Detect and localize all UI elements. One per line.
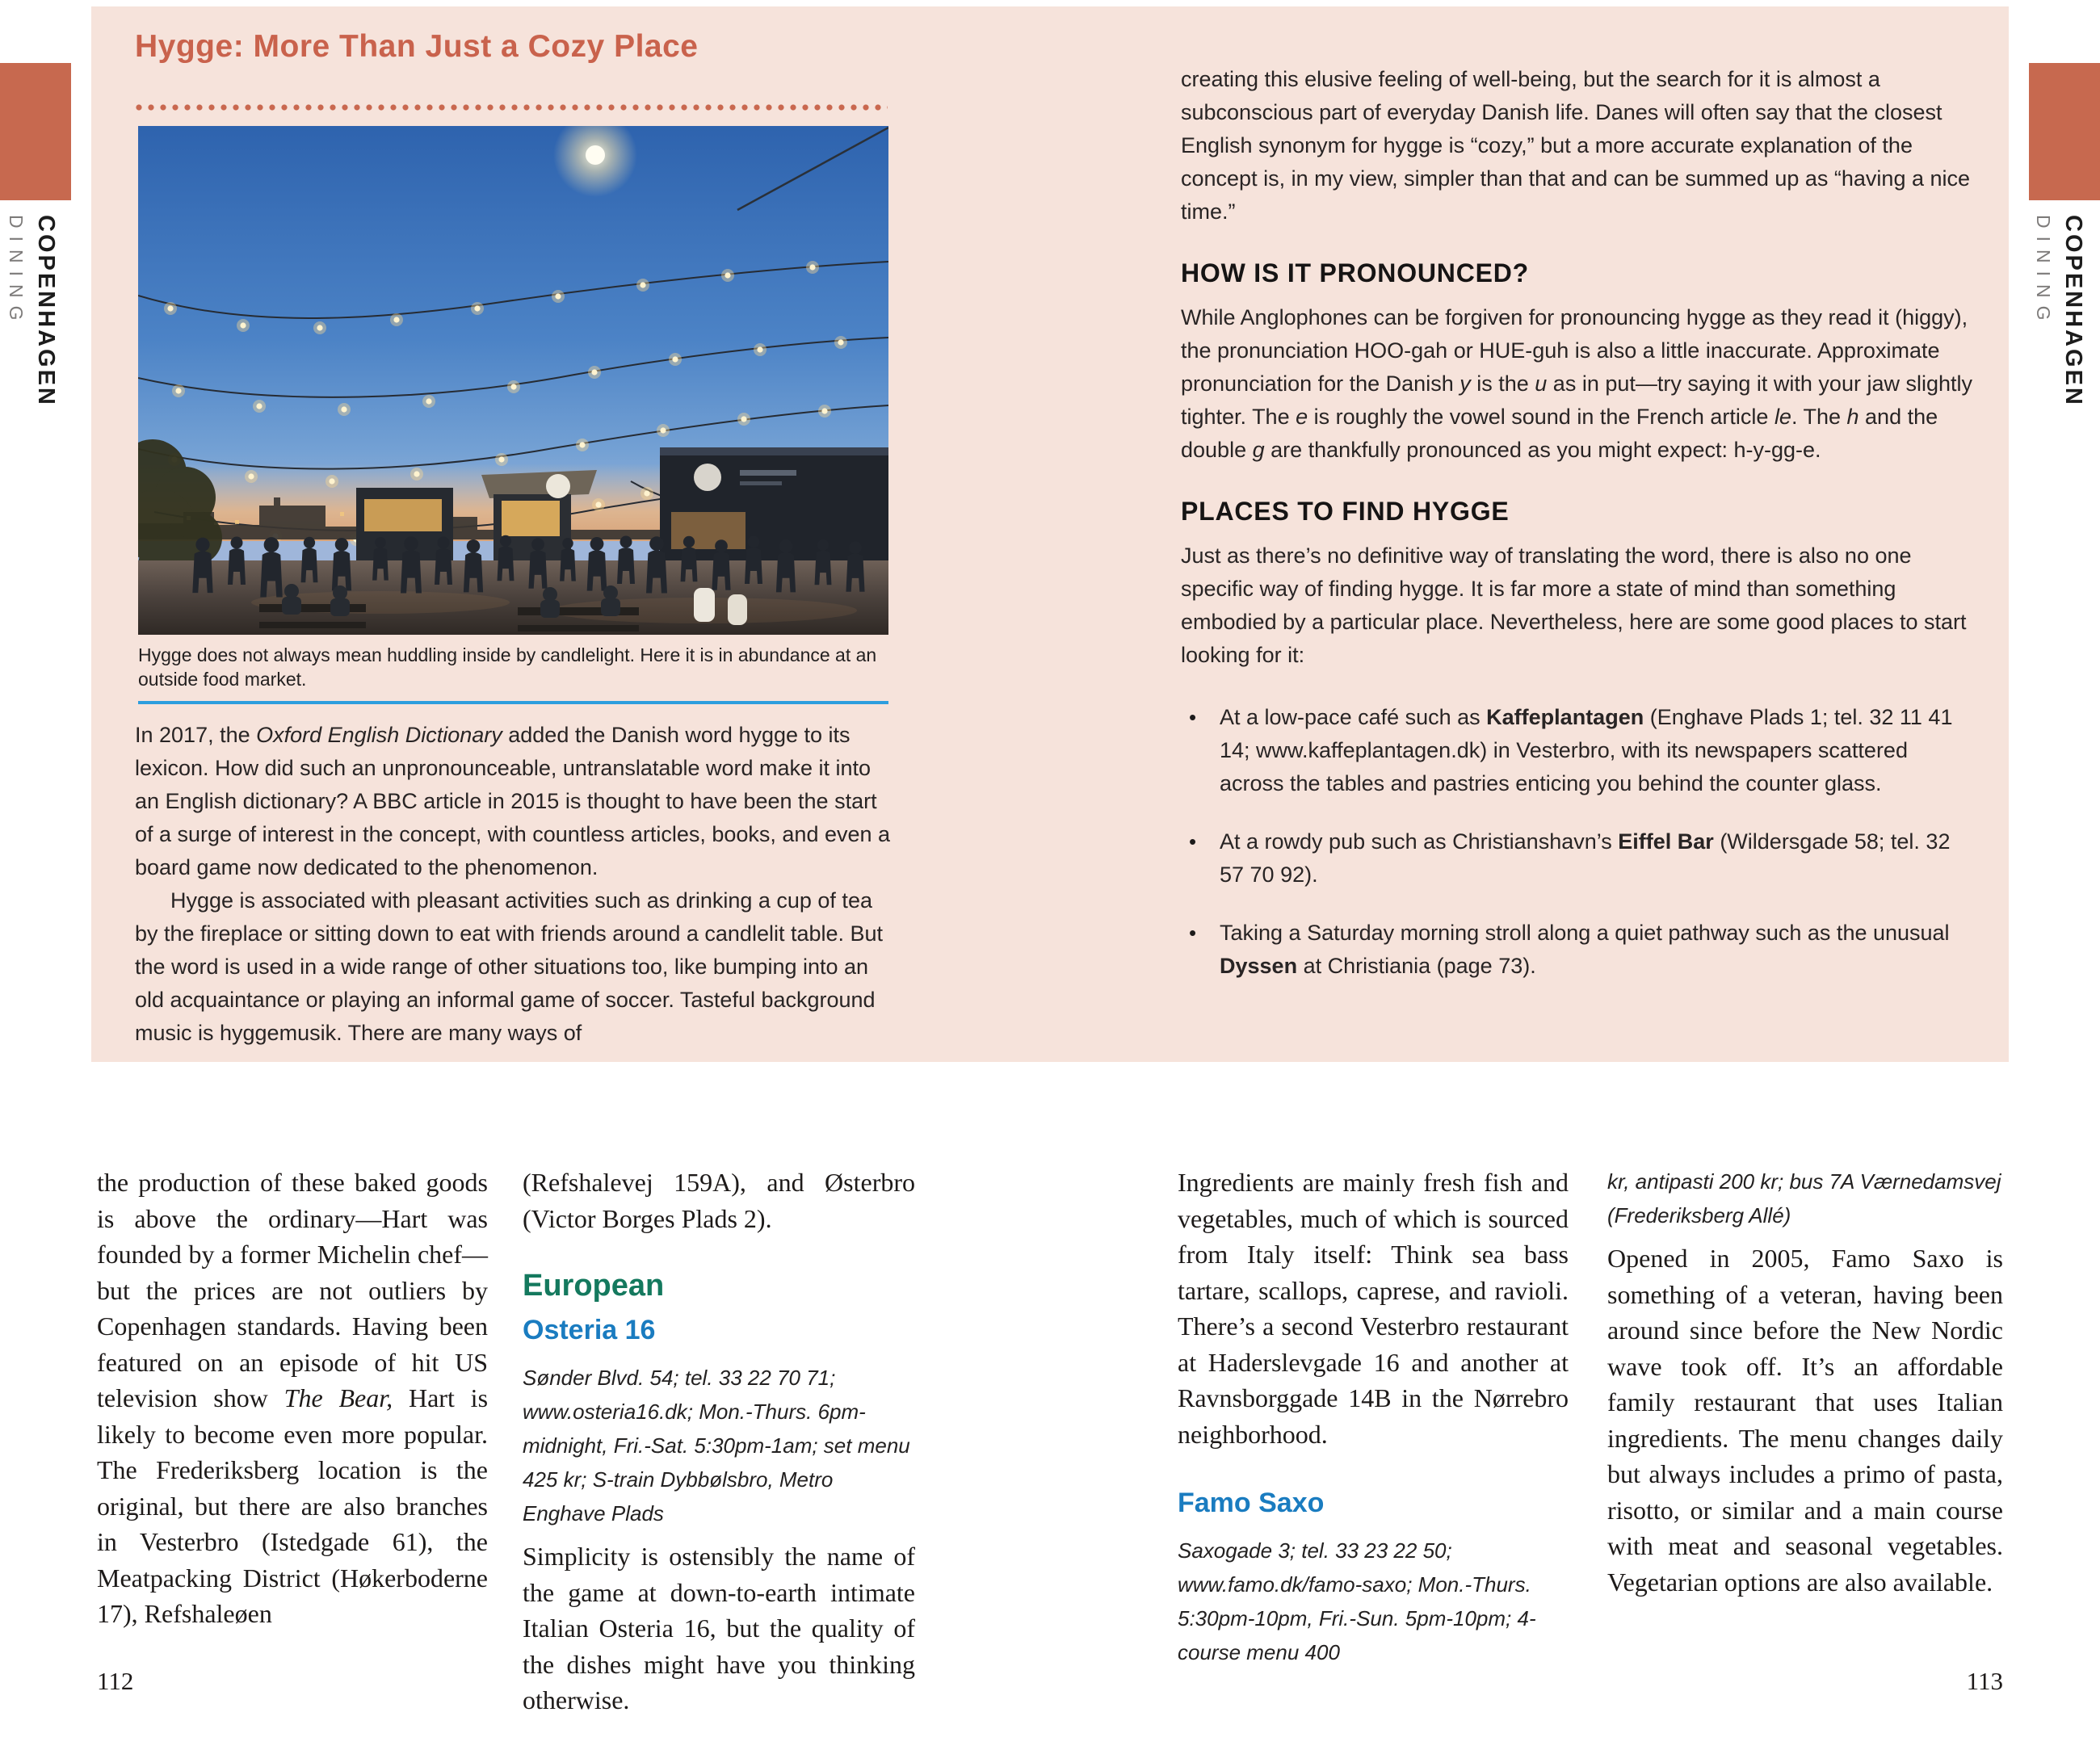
restaurant-name: Famo Saxo <box>1178 1488 1325 1518</box>
caption-rule <box>138 701 888 704</box>
pronounce-heading: HOW IS IT PRONOUNCED? <box>1181 258 1530 287</box>
food-market-photo <box>138 126 888 635</box>
paragraph: Ingredients are mainly fresh fish and vegetables, much of which is sourced from Italy itself: Think sea bass tartare, scallops, caprese, and ravioli. There’s a second Vesterbro restaurant at Haderslevgade 16 and another at Ravnsborggade 14B in the Nørrebro neighborhood. <box>1178 1168 1569 1449</box>
restaurant-name: Osteria 16 <box>523 1315 656 1345</box>
places-heading: PLACES TO FIND HYGGE <box>1181 497 1510 526</box>
listings-column-1 <box>97 1165 488 1632</box>
food-market-photo-illustration <box>138 126 888 635</box>
paragraph: the production of these baked goods is above the ordinary—Hart was founded by a former Michelin chef—but the prices are not outliers by Copenhagen standards. Having been featured on an episode of hit US television show The Bear, Hart is likely to become even more popular. The Frederiksberg location is the original, but there are also branches in Vesterbro (Istedgade 61), the Meatpacking District (Høkerboderne 17), Refshaleøen <box>97 1168 489 1628</box>
listings-column-3 <box>1178 1165 1569 1677</box>
feature-right-column <box>1181 63 1972 1008</box>
restaurant-details: Saxogade 3; tel. 33 23 22 50; www.famo.dk/famo-saxo; Mon.-Thurs. 5:30pm-10pm, Fri.-Sun. 5pm-10pm; 4-course menu 400 <box>1178 1538 1536 1664</box>
paragraph: creating this elusive feeling of well-being, but the search for it is almost a subconscious part of everyday Danish life. Danes will often say that the closest English synonym for hygge is “cozy,” but a more accurate explanation of the concept is, in my view, simpler than that and can be summed up as “having a nice time.” <box>1181 67 1971 224</box>
tab-city-label: COPENHAGEN <box>33 215 59 407</box>
dotted-rule <box>135 103 888 111</box>
list-item: • At a low-pace café such as Kaffeplantagen (Enghave Plads 1; tel. 32 11 41 14; www.kaffeplantagen.dk) in Vesterbro, with its newspapers scattered across the tables and pastries enticing you behind the counter glass. <box>1220 701 1972 800</box>
list-item: • Taking a Saturday morning stroll along a quiet pathway such as the unusual Dyssen at Christiania (page 73). <box>1220 917 1972 983</box>
paragraph: Simplicity is ostensibly the name of the game at down-to-earth intimate Italian Osteria 16, but the quality of the dishes might have you thinking otherwise. <box>523 1542 915 1714</box>
page-number-left: 112 <box>97 1667 134 1695</box>
listings-column-4 <box>1607 1165 2003 1600</box>
paragraph: Opened in 2005, Famo Saxo is something of a veteran, having been around since before the New Nordic wave took off. It’s an affordable family restaurant that uses Italian ingredients. The menu changes daily but always includes a primo of pasta, risotto, or similar and a main course with meat and seasonal vegetables. Vegetarian options are also available. <box>1607 1244 2003 1597</box>
paragraph: In 2017, the Oxford English Dictionary added the Danish word hygge to its lexicon. How did such an unpronounceable, untranslatable word make it into an English dictionary? A BBC article in 2015 is thought to have been the start of a surge of interest in the concept, with countless articles, books, and even a board game now dedicated to the phenomenon. <box>135 723 891 879</box>
right-section-color-tab <box>2029 63 2100 200</box>
tab-city-label: COPENHAGEN <box>2060 215 2086 407</box>
listings-column-2 <box>523 1165 915 1719</box>
tab-section-label: DINING <box>2033 215 2054 329</box>
restaurant-details: Sønder Blvd. 54; tel. 33 22 70 71; www.osteria16.dk; Mon.-Thurs. 6pm-midnight, Fri.-Sat. 5:30pm-1am; set menu 425 kr; S-train Dybbølsbro, Metro Enghave Plads <box>523 1366 910 1525</box>
left-edge-tab <box>5 215 59 407</box>
tab-section-label: DINING <box>6 215 27 329</box>
left-section-color-tab <box>0 63 71 200</box>
page-number-right: 113 <box>1966 1667 2003 1695</box>
feature-title: Hygge: More Than Just a Cozy Place <box>135 29 699 64</box>
places-list <box>1181 701 1972 983</box>
category-heading: European <box>523 1269 665 1303</box>
paragraph: Hygge is associated with pleasant activities such as drinking a cup of tea by the fireplace or sitting down to eat with friends around a candlelit table. But the word is used in a wide range of other situations too, like bumping into an old acquaintance or playing an informal game of soccer. Tasteful background music is hyggemusik. There are many ways of <box>135 888 884 1045</box>
photo-caption: Hygge does not always mean huddling inside by candlelight. Here it is in abundance at an outside food market. <box>138 644 877 690</box>
paragraph: Just as there’s no definitive way of translating the word, there is also no one specific way of finding hygge. It is far more a state of mind than something embodied by a particular place. Nevertheless, here are some good places to start looking for it: <box>1181 543 1967 667</box>
restaurant-details: kr, antipasti 200 kr; bus 7A Værnedamsvej (Frederiksberg Allé) <box>1607 1169 2001 1228</box>
paragraph: While Anglophones can be forgiven for pronouncing hygge as they read it (higgy), the pronunciation HOO-gah or HUE-guh is also a little inaccurate. Approximate pronunciation for the Danish y is the u as in put—try saying it with your jaw slightly tighter. The e is roughly the vowel sound in the French article le. The h and the double g are thankfully pronounced as you might expect: h-y-gg-e. <box>1181 305 1972 462</box>
hygge-feature-box <box>91 6 2009 1062</box>
right-edge-tab <box>2032 215 2086 407</box>
list-item: • At a rowdy pub such as Christianshavn’s Eiffel Bar (Wildersgade 58; tel. 32 57 70 92). <box>1220 825 1972 892</box>
paragraph: (Refshalevej 159A), and Østerbro (Victor Borges Plads 2). <box>523 1168 915 1233</box>
feature-left-column <box>135 719 901 1050</box>
